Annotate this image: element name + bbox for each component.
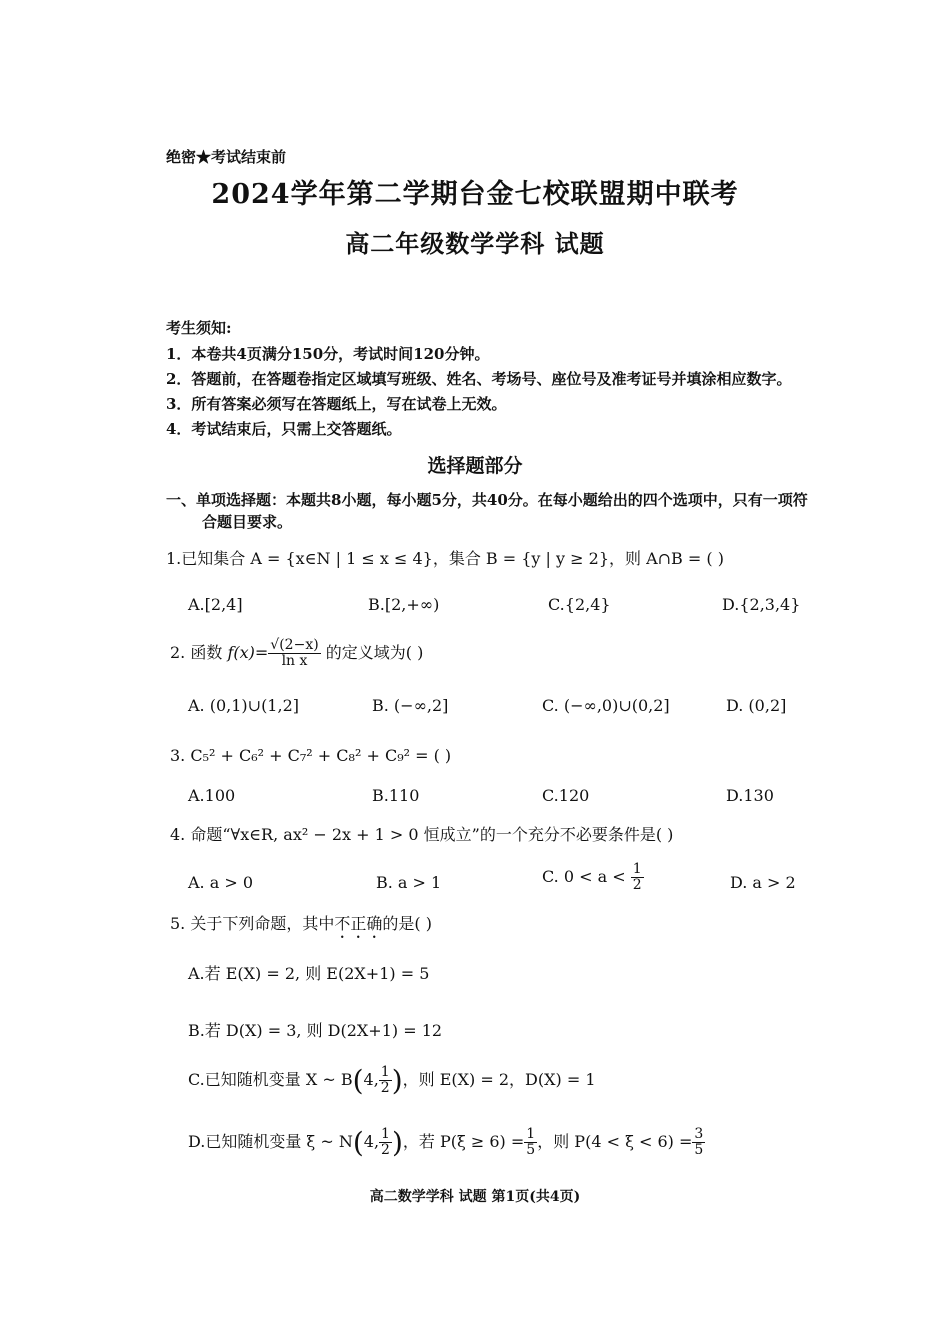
- q5-d-fraction-half: [379, 1127, 392, 1158]
- part1-line-1: 一、单项选择题：本题共8小题，每小题5分，共40分。在每小题给出的四个选项中，只有一项符: [166, 491, 808, 509]
- q4-c-denominator: 2: [632, 877, 642, 893]
- notice-item-1: 1．本卷共4页满分150分，考试时间120分钟。: [166, 345, 490, 363]
- q4-option-d: D. a > 2: [730, 873, 796, 892]
- q5-option-a: A.若 E(X) = 2, 则 E(2X+1) = 5: [188, 964, 430, 983]
- q5-d-p-numerator: 1: [526, 1126, 536, 1142]
- q3-option-c: C.120: [542, 786, 590, 805]
- q5-d-half-denominator: 2: [381, 1142, 390, 1158]
- q5-c-pre: C.已知随机变量 X ~ B: [188, 1070, 353, 1089]
- q5-c-paren-open: (: [352, 1064, 364, 1097]
- q2-prefix: 2. 函数: [170, 643, 223, 662]
- q5-stem-post: 的是( ): [382, 914, 432, 933]
- q5-stem-pre: 5. 关于下列命题，其中: [170, 914, 335, 933]
- q5-c-four: 4,: [363, 1070, 379, 1089]
- notice-item-2: 2．答题前，在答题卷指定区域填写班级、姓名、考场号、座位号及准考证号并填涂相应数字。: [166, 370, 792, 388]
- q5-option-c: [188, 1064, 596, 1097]
- q2-option-a: A. (0,1)∪(1,2]: [188, 696, 299, 715]
- q5-d-fraction-answer: [692, 1127, 705, 1158]
- exam-title: 2024学年第二学期台金七校联盟期中联考: [211, 179, 739, 210]
- notice-item-3: 3．所有答案必须写在答题纸上，写在试卷上无效。: [166, 395, 507, 413]
- question-1-stem: 1.已知集合 A = {x∈N | 1 ≤ x ≤ 4}，集合 B = {y | y ≥ 2}，则 A∩B = ( ): [166, 549, 724, 568]
- q5-stem-emphasis: 不正确: [334, 914, 383, 933]
- question-4-stem: 4. 命题“∀x∈R, ax² − 2x + 1 > 0 恒成立”的一个充分不必要条件是( ): [170, 825, 674, 844]
- q5-d-ans-denominator: 5: [694, 1142, 704, 1158]
- question-2-stem: [170, 638, 423, 669]
- q1-option-b: B.[2,+∞): [368, 595, 440, 614]
- q3-option-a: A.100: [188, 786, 236, 805]
- q4-option-b: B. a > 1: [376, 873, 442, 892]
- notice-item-4: 4．考试结束后，只需上交答题纸。: [166, 420, 402, 438]
- q3-option-b: B.110: [372, 786, 420, 805]
- q2-denominator: ln x: [281, 653, 308, 669]
- q5-d-four: 4,: [363, 1132, 380, 1151]
- q2-option-d: D. (0,2]: [726, 696, 787, 715]
- page-footer: 高二数学学科 试题 第1页(共4页): [369, 1189, 581, 1205]
- q4-option-a: A. a > 0: [188, 873, 254, 892]
- q3-option-d: D.130: [726, 786, 774, 805]
- q1-option-c: C.{2,4}: [548, 595, 611, 614]
- q5-d-pre: D.已知随机变量 ξ ~ N: [188, 1132, 353, 1151]
- q5-d-paren-open: (: [352, 1126, 364, 1159]
- q2-option-b: B. (−∞,2]: [372, 696, 449, 715]
- q2-func: f(x)=: [227, 643, 269, 662]
- q5-d-mid2: ，则 P(4 < ξ < 6) =: [537, 1132, 693, 1151]
- q5-option-d: [188, 1126, 705, 1159]
- q5-d-half-numerator: 1: [381, 1126, 390, 1142]
- q1-option-d: D.{2,3,4}: [722, 595, 801, 614]
- q4-option-c: [542, 862, 644, 893]
- q4-c-numerator: 1: [632, 861, 642, 877]
- q5-c-paren-close: ): [391, 1064, 403, 1097]
- q2-option-c: C. (−∞,0)∪(0,2]: [542, 696, 670, 715]
- part1-instructions: [166, 489, 808, 533]
- q4-option-c-fraction: [631, 862, 644, 893]
- part1-line-2: 合题目要求。: [202, 513, 293, 531]
- q5-d-p-denominator: 5: [526, 1142, 536, 1158]
- q5-c-denominator: 2: [380, 1080, 390, 1096]
- q5-d-fraction-p: [524, 1127, 537, 1158]
- question-3-stem: 3. C₅² + C₆² + C₇² + C₈² + C₉² = ( ): [170, 746, 452, 765]
- q5-d-ans-numerator: 3: [694, 1126, 704, 1142]
- section-heading: 选择题部分: [427, 455, 523, 477]
- secret-label: 绝密★考试结束前: [166, 148, 287, 166]
- q5-d-mid: ，若 P(ξ ≥ 6) =: [402, 1132, 525, 1151]
- q5-option-b: B.若 D(X) = 3, 则 D(2X+1) = 12: [188, 1021, 443, 1040]
- q2-fraction: [268, 638, 320, 669]
- q4-option-c-text: C. 0 < a <: [542, 867, 626, 886]
- q2-numerator: √(2−x): [270, 637, 319, 653]
- q5-c-post: ，则 E(X) = 2，D(X) = 1: [402, 1070, 596, 1089]
- q5-d-paren-close: ): [391, 1126, 403, 1159]
- question-5-stem: [170, 911, 432, 942]
- q2-suffix: 的定义域为( ): [325, 643, 424, 662]
- q5-c-numerator: 1: [380, 1064, 390, 1080]
- notice-heading: 考生须知:: [166, 319, 232, 337]
- exam-subtitle: 高二年级数学学科 试题: [345, 229, 605, 258]
- q5-c-fraction: [379, 1065, 392, 1096]
- q1-option-a: A.[2,4]: [188, 595, 243, 614]
